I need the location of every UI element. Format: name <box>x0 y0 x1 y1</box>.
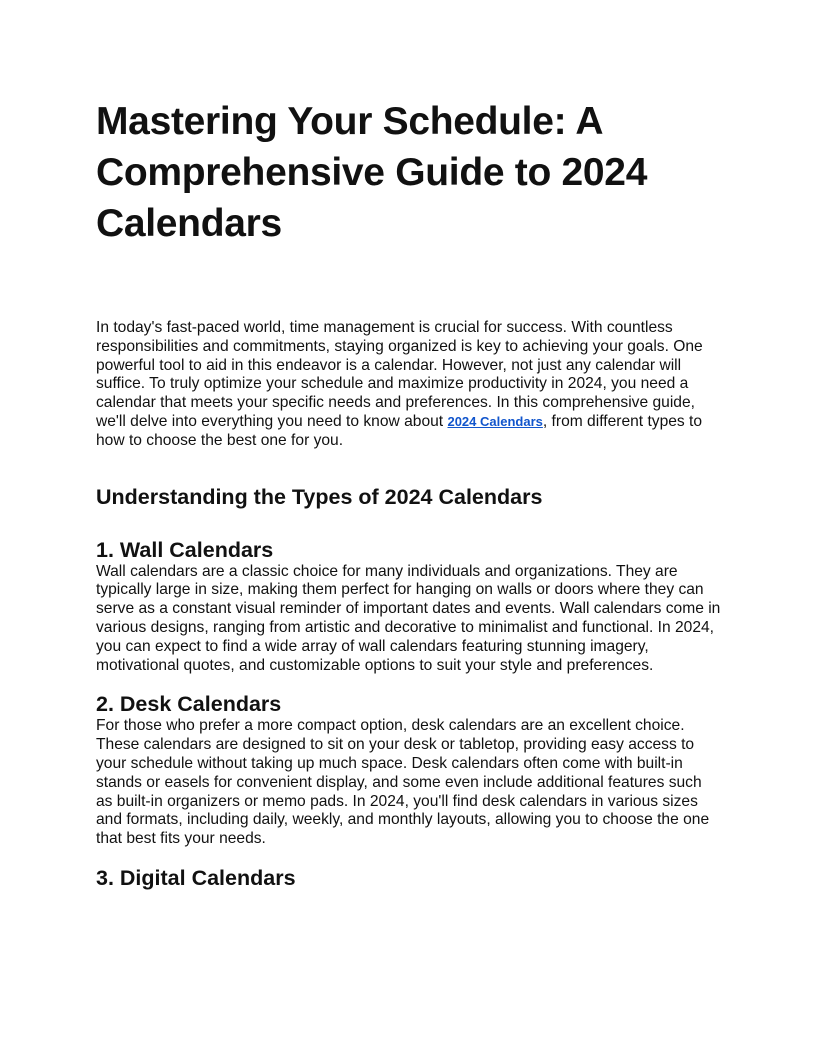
calendars-2024-link[interactable]: 2024 Calendars <box>447 413 543 429</box>
subheading-digital-calendars: 3. Digital Calendars <box>96 865 296 890</box>
document-page <box>96 96 722 891</box>
intro-text-after-link: , from different types to how to choose the best one for you. <box>96 412 703 449</box>
article-title: Mastering Your Schedule: A Comprehensive Guide to 2024 Calendars <box>96 100 648 245</box>
intro-text-before-link: In today's fast-paced world, time management is crucial for success. With countless responsibilities and commitments, staying organized is key to achieving your goals. One powerful tool to aid in this endeavor is a calendar. However, not just any calendar will suffice. To truly optimize your schedule and maximize productivity in 2024, you need a calendar that meets your specific needs and preferences. In this comprehensive guide, we'll delve into everything you need to know about <box>96 319 703 430</box>
subheading-wall-calendars: 1. Wall Calendars <box>96 537 274 562</box>
intro-paragraph <box>96 319 722 451</box>
subheading-desk-calendars: 2. Desk Calendars <box>96 692 282 717</box>
paragraph-desk-calendars: For those who prefer a more compact option, desk calendars are an excellent choice. These calendars are designed to sit on your desk or tabletop, providing easy access to your schedule without taking up much space. Desk calendars often come with built-in stands or easels for convenient display, and some even include additional features such as built-in organizers or memo pads. In 2024, you'll find desk calendars in various sizes and formats, including daily, weekly, and monthly layouts, allowing you to choose the one that best fits your needs. <box>96 717 710 848</box>
section-heading-types: Understanding the Types of 2024 Calendars <box>96 484 543 509</box>
paragraph-wall-calendars: Wall calendars are a classic choice for many individuals and organizations. They are typically large in size, making them perfect for hanging on walls or doors where they can serve as a constant visual reminder of important dates and events. Wall calendars come in various designs, ranging from artistic and decorative to minimalist and functional. In 2024, you can expect to find a wide array of wall calendars featuring stunning imagery, motivational quotes, and customizable options to suit your style and preferences. <box>96 562 721 674</box>
